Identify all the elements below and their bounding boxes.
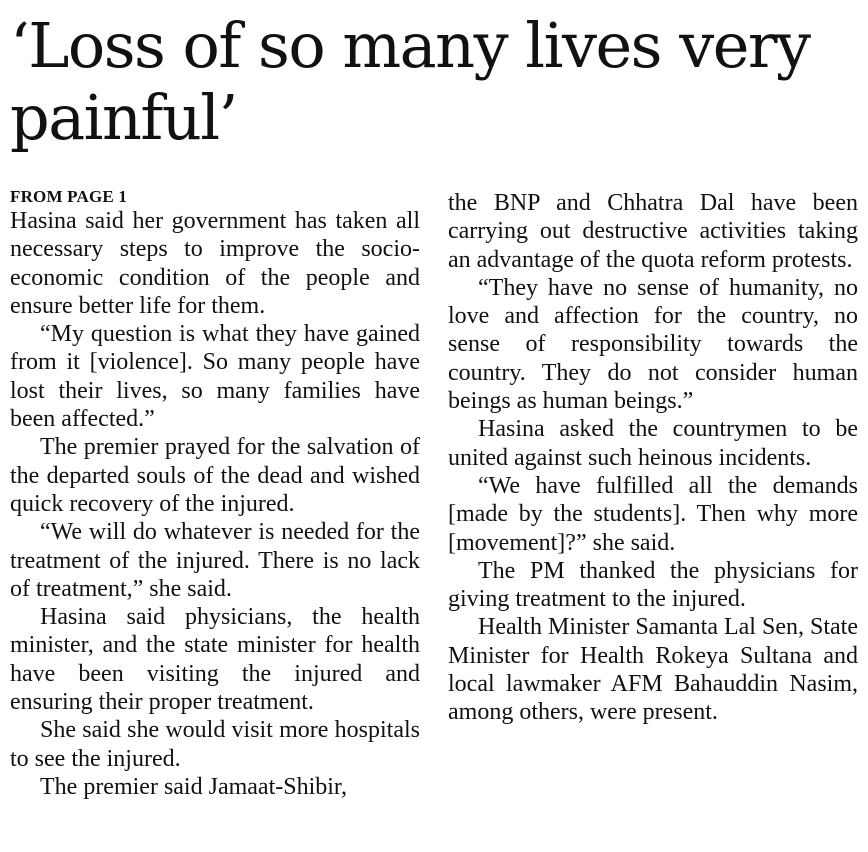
paragraph: the BNP and Chhatra Dal have been carrying out destructive activities taking an advantage of the quota reform protests. bbox=[448, 190, 858, 273]
paragraph: Hasina said physicians, the health minister, and the state minister for health have been visiting the injured and ensuring their proper treatment. bbox=[10, 604, 420, 716]
paragraph: “We have fulfilled all the demands [made by the students]. Then why more [movement]?” she said. bbox=[448, 472, 858, 556]
paragraph: “My question is what they have gained from it [violence]. So many people have lost their lives, so many families have been affected.” bbox=[10, 321, 420, 433]
paragraph: “We will do whatever is needed for the treatment of the injured. There is no lack of treatment,” she said. bbox=[10, 519, 420, 602]
article-column-left bbox=[10, 187, 420, 801]
paragraph: She said she would visit more hospitals to see the injured. bbox=[10, 717, 420, 772]
paragraph: The PM thanked the physicians for giving treatment to the injured. bbox=[448, 557, 858, 613]
paragraph: “They have no sense of humanity, no love and affection for the country, no sense of responsibility towards the country. They do not consider human beings as human beings.” bbox=[448, 274, 858, 415]
paragraph: The premier said Jamaat-Shibir, bbox=[40, 773, 347, 800]
headline: ‘Loss of so many lives very painful’ bbox=[10, 9, 810, 154]
continuation-kicker: FROM PAGE 1 bbox=[10, 187, 128, 206]
paragraph: Health Minister Samanta Lal Sen, State Minister for Health Rokeya Sultana and local lawmaker AFM Bahauddin Nasim, among others, were present. bbox=[448, 614, 858, 726]
paragraph: Hasina said her government has taken all necessary steps to improve the socio-economic condition of the people and ensure better life for them. bbox=[10, 208, 420, 319]
paragraph: Hasina asked the countrymen to be united against such heinous incidents. bbox=[448, 416, 858, 471]
paragraph: The premier prayed for the salvation of the departed souls of the dead and wished quick recovery of the injured. bbox=[10, 434, 420, 517]
article-column-right bbox=[448, 189, 858, 727]
